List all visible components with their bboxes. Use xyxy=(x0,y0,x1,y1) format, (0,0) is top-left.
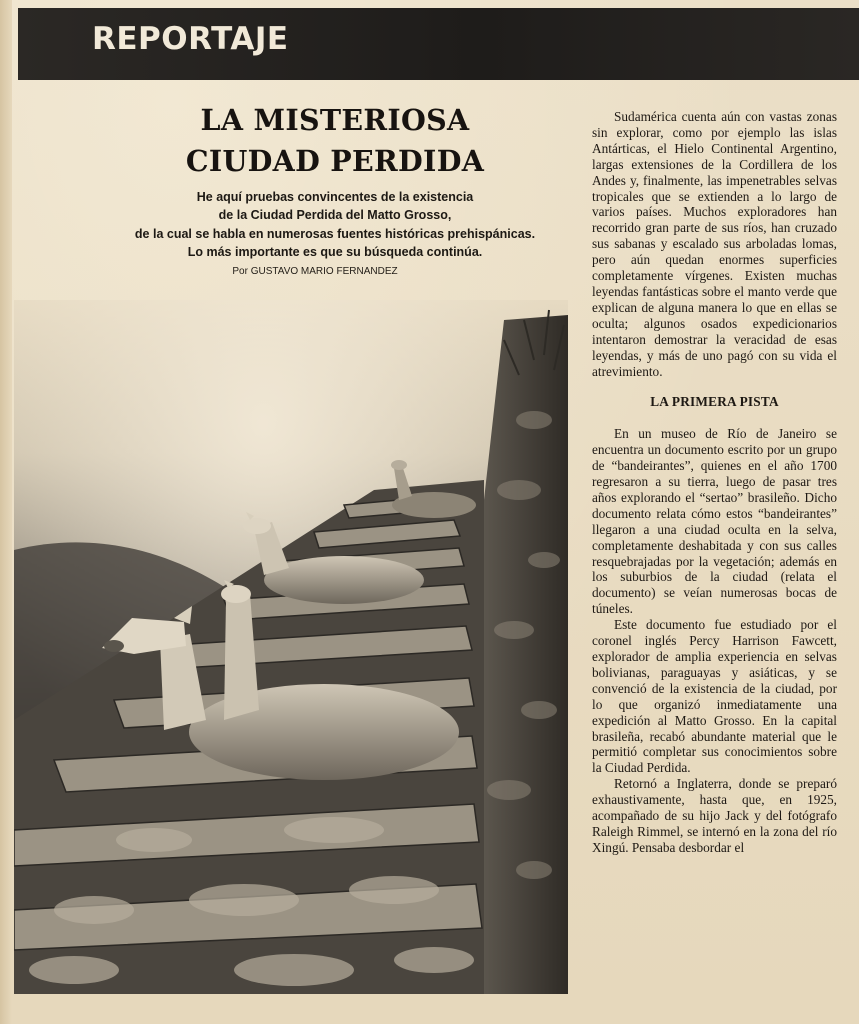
article-body-column xyxy=(592,109,837,856)
article-title xyxy=(120,100,550,182)
section-label: REPORTAJE xyxy=(92,21,289,57)
page-gutter xyxy=(0,0,12,1024)
dek-line-2: de la Ciudad Perdida del Matto Grosso, xyxy=(218,208,452,223)
body-paragraph-3: Retornó a Inglaterra, donde se preparó exhaustivamente, hasta que, en 1925, acompañado de su hijo Jack y del fotógrafo Raleigh Rimmel, se internó en la zona del río Xingú. Pensaba desbordar el xyxy=(592,776,837,855)
dek-line-1: He aquí pruebas convincentes de la existencia xyxy=(196,190,474,204)
body-paragraph-1: En un museo de Río de Janeiro se encuentra un documento escrito por un grupo de “bandeirantes”, quienes en el año 1700 regresaron a su tierra, luego de pasar tres años explorando el “sertao” brasileño. Dicho documento relata cómo estos “bandeirantes” llegaron a una ciudad oculta en la selva, completamente deshabitada y con sus calles resquebrajadas por la vegetación; además en los suburbios de la ciudad (relata el documento) se veían numerosas bocas de túneles. xyxy=(592,426,837,617)
body-paragraph-intro: Sudamérica cuenta aún con vastas zonas sin explorar, como por ejemplo las islas Antárticas, el Hielo Continental Argentino, largas extensiones de la Cordillera de los Andes y, finalmente, las impenetrables selvas tropicales que se extienden a lo largo de varios países. Muchos exploradores han recorrido gran parte de sus ríos, han cruzado sus sabanas y escalado sus arboladas lomas, pero aún quedan enormes superficies completamente vírgenes. Existen muchas leyendas fantásticas sobre el manto verde que explican de alguna manera lo que en ellas se oculta; algunos osados expedicionarios intentaron demostrar la veracidad de esas leyendas, y más de uno pagó con su vida el atrevimiento. xyxy=(592,109,837,379)
section-subhead: LA PRIMERA PISTA xyxy=(650,394,779,410)
article-title-line-2: CIUDAD PERDIDA xyxy=(185,144,485,178)
llamas-on-stone-steps-photo xyxy=(14,300,568,994)
body-paragraph-2: Este documento fue estudiado por el coronel inglés Percy Harrison Fawcett, explorador de amplia experiencia en selvas bolivianas, paraguayas y asiáticas, y se convenció de la existencia de la ciudad, por lo que organizó inmediatamente una expedición al Matto Grosso. En la capital brasileña, recabó abundante material que le permitió completar sus conocimientos sobre la Ciudad Perdida. xyxy=(592,617,837,776)
article-dek xyxy=(90,188,580,261)
dek-line-4: Lo más importante es que su búsqueda continúa. xyxy=(187,244,483,259)
article-byline: Por GUSTAVO MARIO FERNANDEZ xyxy=(232,266,398,277)
article-title-line-1: LA MISTERIOSA xyxy=(200,103,470,137)
dek-line-3: de la cual se habla en numerosas fuentes históricas prehispánicas. xyxy=(134,226,536,241)
